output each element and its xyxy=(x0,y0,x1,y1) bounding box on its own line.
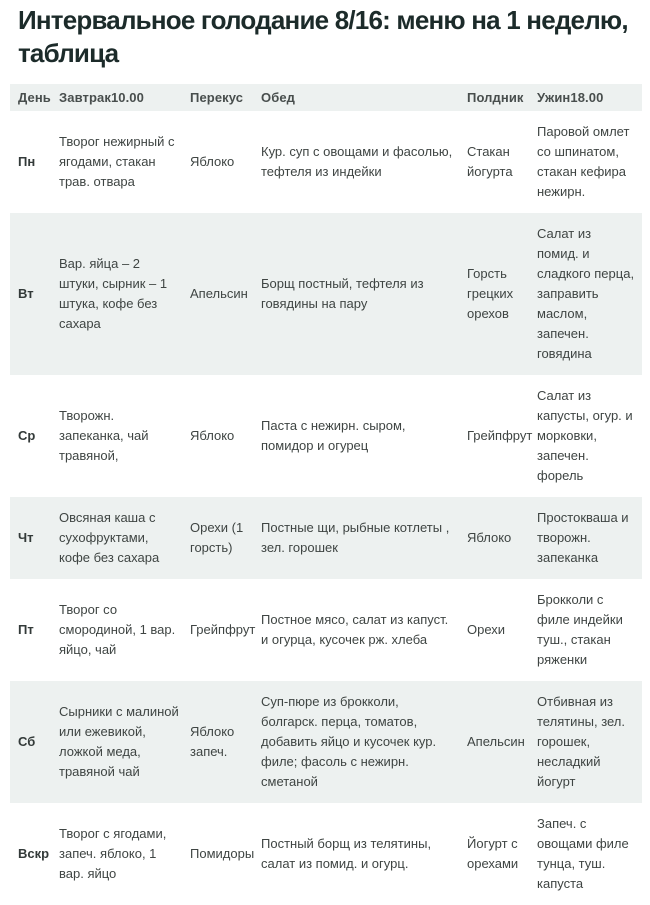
cell-breakfast: Творог со смородиной, 1 вар. яйцо, чай xyxy=(59,602,176,657)
cell-afternoon: Стакан йогурта xyxy=(467,144,513,179)
cell-dinner: Запеч. с овощами филе тунца, туш. капуста xyxy=(537,816,629,891)
cell-snack: Яблоко xyxy=(190,154,235,169)
cell-dinner: Салат из помид. и сладкого перца, заправить маслом, запечен. говядина xyxy=(537,226,635,361)
column-header-snack: Перекус xyxy=(190,90,244,105)
cell-dinner: Брокколи с филе индейки туш., стакан ряженки xyxy=(537,592,623,667)
cell-lunch: Паста с нежирн. сыром, помидор и огурец xyxy=(261,418,406,453)
cell-breakfast: Вар. яйца – 2 штуки, сырник – 1 штука, кофе без сахара xyxy=(59,256,168,331)
column-header-lunch: Обед xyxy=(261,90,296,105)
cell-snack: Апельсин xyxy=(190,286,248,301)
day-label: Вскр xyxy=(18,846,50,861)
cell-afternoon: Йогурт с орехами xyxy=(467,836,519,871)
day-label: Чт xyxy=(18,530,34,545)
table-row-wednesday xyxy=(10,375,642,497)
page-title xyxy=(0,0,650,78)
day-label: Ср xyxy=(18,428,36,443)
cell-breakfast: Творог нежирный с ягодами, стакан трав. отвара xyxy=(59,134,175,189)
cell-breakfast: Овсяная каша с сухофруктами, кофе без сахара xyxy=(59,510,160,565)
day-label: Сб xyxy=(18,734,36,749)
cell-snack: Грейпфрут xyxy=(190,622,256,637)
menu-table-header xyxy=(10,84,642,111)
cell-breakfast: Творожн. запеканка, чай травяной, xyxy=(59,408,149,463)
menu-table-body xyxy=(10,111,642,905)
column-header-dinner: Ужин18.00 xyxy=(537,90,604,105)
column-header-afternoon: Полдник xyxy=(467,90,524,105)
table-row-saturday xyxy=(10,681,642,803)
page-title-line-1: Интервальное голодание 8/16: меню на 1 неделю, xyxy=(18,5,628,35)
header-row xyxy=(10,84,642,111)
cell-breakfast: Сырники с малиной или ежевикой, ложкой меда, травяной чай xyxy=(59,704,179,779)
day-label: Вт xyxy=(18,286,34,301)
cell-lunch: Постный борщ из телятины, салат из помид. и огурц. xyxy=(261,836,432,871)
cell-afternoon: Апельсин xyxy=(467,734,525,749)
column-header-breakfast: Завтрак10.00 xyxy=(59,90,144,105)
cell-lunch: Кур. суп с овощами и фасолью, тефтеля из индейки xyxy=(261,144,453,179)
day-label: Пт xyxy=(18,622,34,637)
day-label: Пн xyxy=(18,154,36,169)
cell-dinner: Паровой омлет со шпинатом, стакан кефира нежирн. xyxy=(537,124,630,199)
table-row-sunday xyxy=(10,803,642,905)
cell-dinner: Салат из капусты, огур. и морковки, запечен. форель xyxy=(537,388,633,483)
table-row-monday xyxy=(10,111,642,213)
menu-table xyxy=(10,84,642,905)
cell-afternoon: Орехи xyxy=(467,622,506,637)
cell-afternoon: Яблоко xyxy=(467,530,512,545)
table-row-tuesday xyxy=(10,213,642,375)
column-header-day: День xyxy=(18,90,51,105)
cell-lunch: Постное мясо, салат из капуст. и огурца, кусочек рж. хлеба xyxy=(261,612,449,647)
table-row-thursday xyxy=(10,497,642,579)
cell-lunch: Суп-пюре из брокколи, болгарск. перца, томатов, добавить яйцо и кусочек кур. филе; фасоль с нежирн. сметаной xyxy=(261,694,437,789)
cell-lunch: Борщ постный, тефтеля из говядины на пару xyxy=(261,276,424,311)
cell-lunch: Постные щи, рыбные котлеты , зел. горошек xyxy=(261,520,450,555)
cell-snack: Яблоко запеч. xyxy=(190,724,235,759)
cell-breakfast: Творог с ягодами, запеч. яблоко, 1 вар. яйцо xyxy=(59,826,167,881)
table-row-friday xyxy=(10,579,642,681)
cell-afternoon: Горсть грецких орехов xyxy=(467,266,514,321)
cell-dinner: Простокваша и творожн. запеканка xyxy=(537,510,629,565)
cell-snack: Помидоры xyxy=(190,846,255,861)
cell-afternoon: Грейпфрут xyxy=(467,428,533,443)
cell-dinner: Отбивная из телятины, зел. горошек, несладкий йогурт xyxy=(537,694,626,789)
cell-snack: Орехи (1 горсть) xyxy=(190,520,244,555)
page-title-line-2: таблица xyxy=(18,38,119,68)
cell-snack: Яблоко xyxy=(190,428,235,443)
